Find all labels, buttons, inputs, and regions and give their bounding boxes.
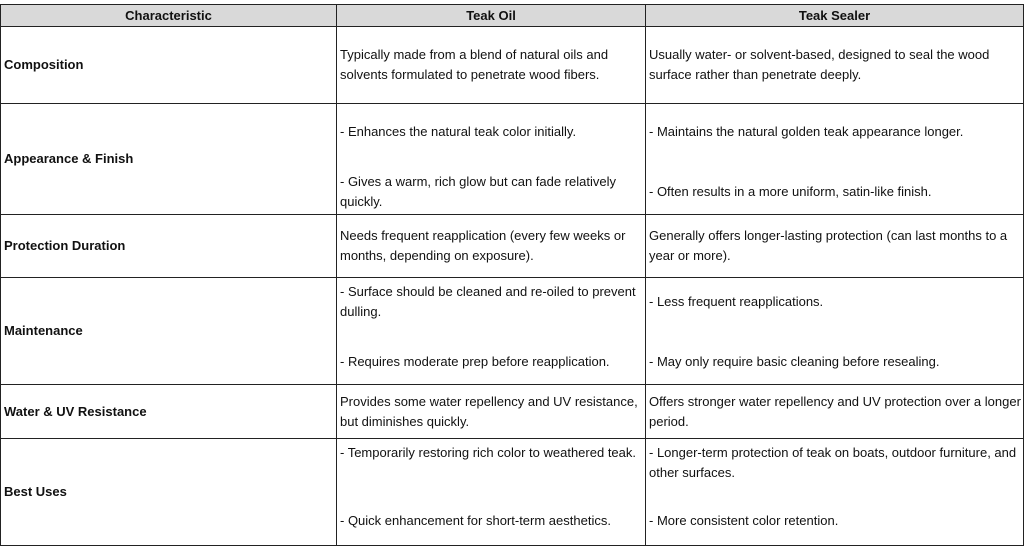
teak-sealer-point: - Maintains the natural golden teak appearance longer. <box>649 124 964 139</box>
teak-sealer-cell: Generally offers longer-lasting protection (can last months to a year or more). <box>646 215 1024 278</box>
table-row <box>1 278 1024 385</box>
teak-oil-cell: Needs frequent reapplication (every few weeks or months, depending on exposure). <box>337 215 646 278</box>
teak-oil-point: - Gives a warm, rich glow but can fade relatively quickly. <box>340 174 616 209</box>
header-teak-sealer: Teak Sealer <box>646 5 1024 27</box>
table-row <box>1 385 1024 439</box>
table-row <box>1 27 1024 104</box>
teak-oil-cell: Provides some water repellency and UV resistance, but diminishes quickly. <box>337 385 646 439</box>
characteristic-cell: Best Uses <box>1 439 337 546</box>
teak-sealer-cell <box>646 278 1024 385</box>
teak-sealer-point: - More consistent color retention. <box>649 513 839 528</box>
characteristic-cell: Composition <box>1 27 337 104</box>
characteristic-cell: Water & UV Resistance <box>1 385 337 439</box>
teak-oil-point: - Quick enhancement for short-term aesthetics. <box>340 513 611 528</box>
teak-sealer-point: - Less frequent reapplications. <box>649 294 824 309</box>
teak-oil-point: - Enhances the natural teak color initially. <box>340 124 577 139</box>
header-row <box>1 5 1024 27</box>
teak-oil-cell <box>337 278 646 385</box>
table-row <box>1 215 1024 278</box>
teak-sealer-point: - Longer-term protection of teak on boats, outdoor furniture, and other surfaces. <box>649 445 1017 480</box>
teak-sealer-point: - Often results in a more uniform, satin-like finish. <box>649 184 932 199</box>
characteristic-cell: Protection Duration <box>1 215 337 278</box>
characteristic-cell: Maintenance <box>1 278 337 385</box>
teak-oil-point: - Requires moderate prep before reapplication. <box>340 354 610 369</box>
comparison-table <box>0 4 1024 546</box>
teak-sealer-point: - May only require basic cleaning before resealing. <box>649 354 940 369</box>
header-teak-oil: Teak Oil <box>337 5 646 27</box>
teak-sealer-cell <box>646 104 1024 215</box>
table-row <box>1 104 1024 215</box>
teak-sealer-cell: Usually water- or solvent-based, designed to seal the wood surface rather than penetrate deeply. <box>646 27 1024 104</box>
teak-oil-cell <box>337 439 646 546</box>
teak-oil-point: - Surface should be cleaned and re-oiled to prevent dulling. <box>340 284 636 319</box>
table-row <box>1 439 1024 546</box>
header-characteristic: Characteristic <box>1 5 337 27</box>
teak-oil-cell: Typically made from a blend of natural oils and solvents formulated to penetrate wood fibers. <box>337 27 646 104</box>
teak-oil-cell <box>337 104 646 215</box>
teak-sealer-cell <box>646 439 1024 546</box>
teak-oil-point: - Temporarily restoring rich color to weathered teak. <box>340 445 636 460</box>
teak-sealer-cell: Offers stronger water repellency and UV protection over a longer period. <box>646 385 1024 439</box>
characteristic-cell: Appearance & Finish <box>1 104 337 215</box>
